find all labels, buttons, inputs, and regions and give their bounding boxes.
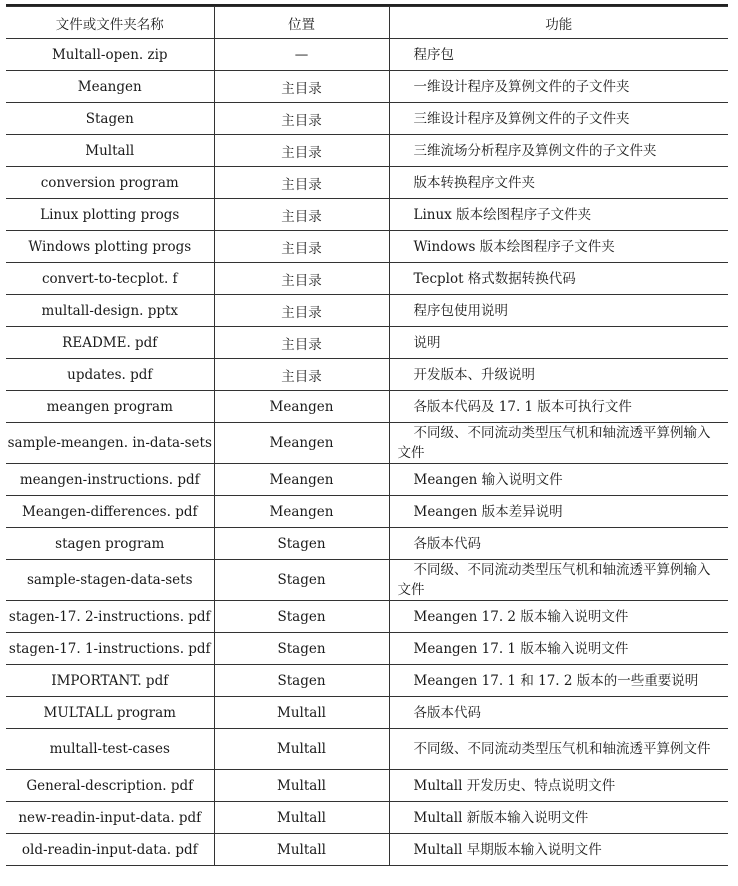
cell-function: [389, 359, 728, 391]
cell-name: Multall-open. zip: [6, 39, 214, 71]
cell-function: [389, 802, 728, 834]
header-function: 功能: [389, 7, 728, 39]
cell-function: [389, 729, 728, 770]
cell-location: 主目录: [214, 103, 389, 135]
cell-name: stagen-17. 1-instructions. pdf: [6, 633, 214, 665]
cell-function: [389, 39, 728, 71]
table-row: [6, 263, 728, 295]
table-row: [6, 770, 728, 802]
header-row: [6, 7, 728, 39]
table-row: [6, 231, 728, 263]
cell-name: multall-test-cases: [6, 729, 214, 770]
cell-location: Stagen: [214, 665, 389, 697]
cell-location: Meangen: [214, 496, 389, 528]
table-row: [6, 496, 728, 528]
table-row: [6, 464, 728, 496]
cell-location: Multall: [214, 729, 389, 770]
cell-function: [389, 327, 728, 359]
cell-location: Stagen: [214, 560, 389, 601]
cell-function-text: Multall 新版本输入说明文件: [413, 809, 589, 826]
table-row: [6, 697, 728, 729]
cell-name: conversion program: [6, 167, 214, 199]
cell-function: [389, 135, 728, 167]
cell-name: stagen program: [6, 528, 214, 560]
cell-location: 主目录: [214, 135, 389, 167]
cell-name: README. pdf: [6, 327, 214, 359]
table-row: [6, 295, 728, 327]
table-row: [6, 71, 728, 103]
cell-function: [389, 103, 728, 135]
cell-name: Multall: [6, 135, 214, 167]
cell-function: [389, 71, 728, 103]
cell-location: Multall: [214, 834, 389, 866]
cell-location: Meangen: [214, 391, 389, 423]
cell-function-text: Windows 版本绘图程序子文件夹: [413, 238, 615, 255]
table-row: [6, 802, 728, 834]
cell-function-text: Meangen 版本差异说明: [413, 503, 563, 520]
cell-location: Stagen: [214, 601, 389, 633]
cell-name: sample-meangen. in-data-sets: [6, 423, 214, 464]
cell-function: [389, 633, 728, 665]
cell-location: 主目录: [214, 199, 389, 231]
table-row: [6, 391, 728, 423]
cell-location: Meangen: [214, 464, 389, 496]
cell-location: 主目录: [214, 327, 389, 359]
header-location: 位置: [214, 7, 389, 39]
cell-name: IMPORTANT. pdf: [6, 665, 214, 697]
cell-function-text: Tecplot 格式数据转换代码: [413, 270, 576, 287]
cell-name: Windows plotting progs: [6, 231, 214, 263]
cell-function-text: Meangen 17. 1 和 17. 2 版本的一些重要说明: [413, 672, 699, 689]
table-row: [6, 665, 728, 697]
table-row: [6, 633, 728, 665]
cell-function-text: 各版本代码: [413, 704, 481, 721]
cell-function-text: Meangen 输入说明文件: [413, 471, 563, 488]
cell-function-text: 三维设计程序及算例文件的子文件夹: [413, 110, 630, 127]
cell-location: 主目录: [214, 71, 389, 103]
cell-location: 主目录: [214, 295, 389, 327]
cell-function-text: Linux 版本绘图程序子文件夹: [413, 206, 592, 223]
cell-function: [389, 770, 728, 802]
cell-function: [389, 834, 728, 866]
cell-function: [389, 528, 728, 560]
cell-name: Meangen-differences. pdf: [6, 496, 214, 528]
cell-name: stagen-17. 2-instructions. pdf: [6, 601, 214, 633]
table-row: [6, 528, 728, 560]
cell-name: General-description. pdf: [6, 770, 214, 802]
cell-location: Multall: [214, 770, 389, 802]
cell-function-text: 版本转换程序文件夹: [413, 174, 535, 191]
cell-function: [389, 231, 728, 263]
cell-name: meangen program: [6, 391, 214, 423]
cell-function: [389, 199, 728, 231]
cell-function: [389, 665, 728, 697]
cell-function-text: 开发版本、升级说明: [413, 366, 535, 383]
cell-function: [389, 423, 728, 464]
cell-location: —: [214, 39, 389, 71]
cell-function-text: 不同级、不同流动类型压气机和轴流透平算例输入文件: [397, 562, 711, 598]
cell-function: [389, 601, 728, 633]
table-row: [6, 834, 728, 866]
table-row: [6, 39, 728, 71]
cell-name: Meangen: [6, 71, 214, 103]
cell-location: 主目录: [214, 263, 389, 295]
cell-name: meangen-instructions. pdf: [6, 464, 214, 496]
cell-function-text: 各版本代码及 17. 1 版本可执行文件: [413, 398, 632, 415]
cell-function: [389, 391, 728, 423]
cell-function: [389, 464, 728, 496]
cell-function-text: Meangen 17. 2 版本输入说明文件: [413, 608, 629, 625]
table-row: [6, 135, 728, 167]
cell-function: [389, 496, 728, 528]
cell-location: 主目录: [214, 167, 389, 199]
file-table: [6, 6, 728, 866]
cell-name: MULTALL program: [6, 697, 214, 729]
cell-function: [389, 167, 728, 199]
cell-location: Stagen: [214, 633, 389, 665]
cell-function: [389, 560, 728, 601]
cell-name: sample-stagen-data-sets: [6, 560, 214, 601]
cell-name: updates. pdf: [6, 359, 214, 391]
table-row: [6, 423, 728, 464]
cell-location: Stagen: [214, 528, 389, 560]
cell-function-text: Multall 早期版本输入说明文件: [413, 841, 602, 858]
cell-function-text: 三维流场分析程序及算例文件的子文件夹: [413, 142, 657, 159]
cell-name: multall-design. pptx: [6, 295, 214, 327]
cell-name: new-readin-input-data. pdf: [6, 802, 214, 834]
cell-name: old-readin-input-data. pdf: [6, 834, 214, 866]
cell-function-text: 不同级、不同流动类型压气机和轴流透平算例文件: [413, 741, 711, 757]
cell-function-text: Multall 开发历史、特点说明文件: [413, 777, 616, 794]
cell-function-text: 说明: [413, 334, 441, 351]
cell-location: Multall: [214, 802, 389, 834]
table-row: [6, 601, 728, 633]
cell-name: convert-to-tecplot. f: [6, 263, 214, 295]
table-row: [6, 560, 728, 601]
cell-function: [389, 295, 728, 327]
cell-function: [389, 697, 728, 729]
header-name: 文件或文件夹名称: [6, 7, 214, 39]
cell-function-text: Meangen 17. 1 版本输入说明文件: [413, 640, 629, 657]
cell-name: Stagen: [6, 103, 214, 135]
cell-function-text: 程序包使用说明: [413, 302, 508, 319]
cell-name: Linux plotting progs: [6, 199, 214, 231]
cell-function: [389, 263, 728, 295]
cell-function-text: 程序包: [413, 46, 454, 63]
table-row: [6, 167, 728, 199]
cell-function-text: 不同级、不同流动类型压气机和轴流透平算例输入文件: [397, 425, 711, 461]
table-row: [6, 327, 728, 359]
table-row: [6, 103, 728, 135]
table-row: [6, 199, 728, 231]
cell-function-text: 各版本代码: [413, 535, 481, 552]
table-row: [6, 359, 728, 391]
cell-location: Meangen: [214, 423, 389, 464]
cell-location: 主目录: [214, 231, 389, 263]
table-row: [6, 729, 728, 770]
cell-function-text: 一维设计程序及算例文件的子文件夹: [413, 78, 630, 95]
cell-location: 主目录: [214, 359, 389, 391]
cell-location: Multall: [214, 697, 389, 729]
